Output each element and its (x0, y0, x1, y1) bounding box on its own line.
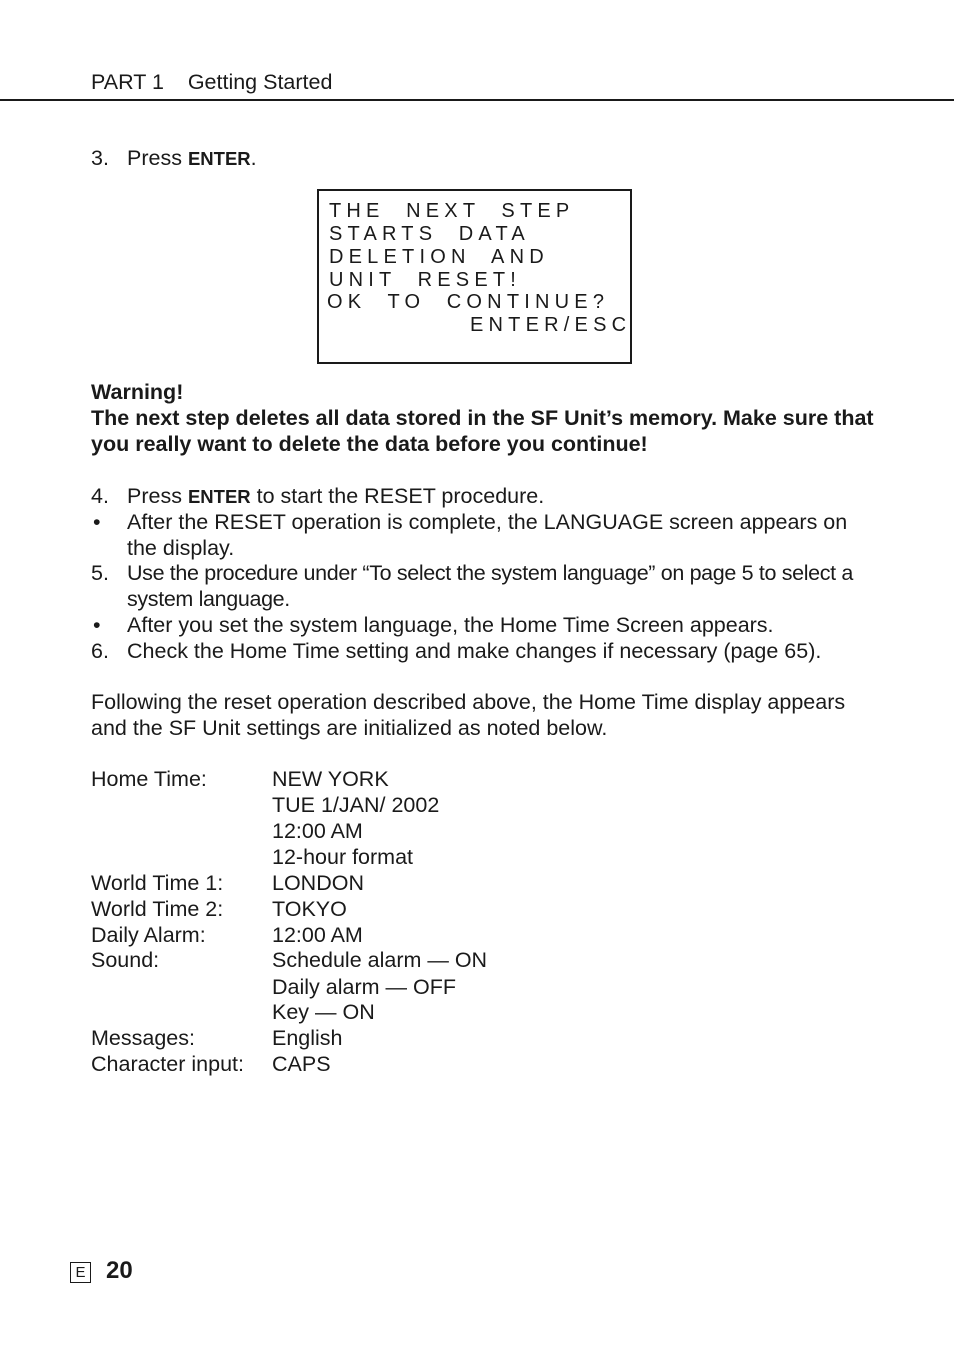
setting-value: CAPS (272, 1052, 331, 1076)
setting-label-daily-alarm: Daily Alarm: (91, 923, 206, 947)
setting-value: TUE 1/JAN/ 2002 (272, 793, 440, 817)
setting-value: Key — ON (272, 1000, 375, 1024)
lcd-line-2: STARTS DATA (329, 223, 530, 245)
lcd-line-3: DELETION AND (329, 246, 549, 268)
bullet-marker: • (93, 510, 101, 534)
setting-label-character-input: Character input: (91, 1052, 244, 1076)
setting-label-world-time-1: World Time 1: (91, 871, 224, 895)
setting-label-world-time-2: World Time 2: (91, 897, 224, 921)
setting-value: 12:00 AM (272, 819, 363, 843)
step-text: Use the procedure under “To select the system language” on page 5 to select a system language. (127, 561, 854, 611)
lcd-screen (317, 189, 632, 364)
page-header (91, 70, 332, 95)
enter-key-label: ENTER (187, 486, 251, 507)
language-box: E (70, 1262, 91, 1283)
step-number: 5. (91, 561, 109, 585)
warning-text: The next step deletes all data stored in the SF Unit’s memory. Make sure that you really want to delete the data before you continue! (91, 406, 874, 456)
step-text: Press ENTER. (127, 146, 257, 170)
setting-value: 12-hour format (272, 845, 414, 869)
setting-label-sound: Sound: (91, 948, 160, 972)
step-number: 3. (91, 146, 109, 170)
bullet-marker: • (93, 613, 101, 637)
bullet-text: After you set the system language, the Home Time Screen appears. (127, 613, 774, 637)
page-number: 20 (106, 1257, 133, 1284)
setting-value: 12:00 AM (272, 923, 363, 947)
header-title: Getting Started (187, 70, 333, 94)
step-number: 4. (91, 484, 109, 508)
warning-title: Warning! (91, 380, 184, 404)
step-number: 6. (91, 639, 109, 663)
lcd-line-6: ENTER/ESC (470, 314, 632, 336)
setting-value: Daily alarm — OFF (272, 975, 456, 999)
setting-value: NEW YORK (272, 767, 389, 791)
step-text: Check the Home Time setting and make changes if necessary (page 65). (127, 639, 822, 663)
setting-label-messages: Messages: (91, 1026, 195, 1050)
lcd-line-1: THE NEXT STEP (329, 200, 575, 222)
setting-value: TOKYO (272, 897, 347, 921)
setting-value: LONDON (272, 871, 364, 895)
header-part: PART 1 (91, 70, 164, 94)
setting-value: English (272, 1026, 343, 1050)
header-rule (0, 99, 954, 101)
step-text: Press ENTER to start the RESET procedure. (127, 484, 545, 508)
lcd-line-5: OK TO CONTINUE? (327, 291, 610, 313)
enter-key-label: ENTER (187, 148, 251, 169)
bullet-text: After the RESET operation is complete, the LANGUAGE screen appears on the display. (127, 510, 848, 560)
setting-value: Schedule alarm — ON (272, 948, 488, 972)
setting-label-home-time: Home Time: (91, 767, 207, 791)
reset-description: Following the reset operation described above, the Home Time display appears and the SF Unit settings are initialized as noted below. (91, 690, 846, 740)
lcd-line-4: UNIT RESET! (329, 269, 522, 291)
